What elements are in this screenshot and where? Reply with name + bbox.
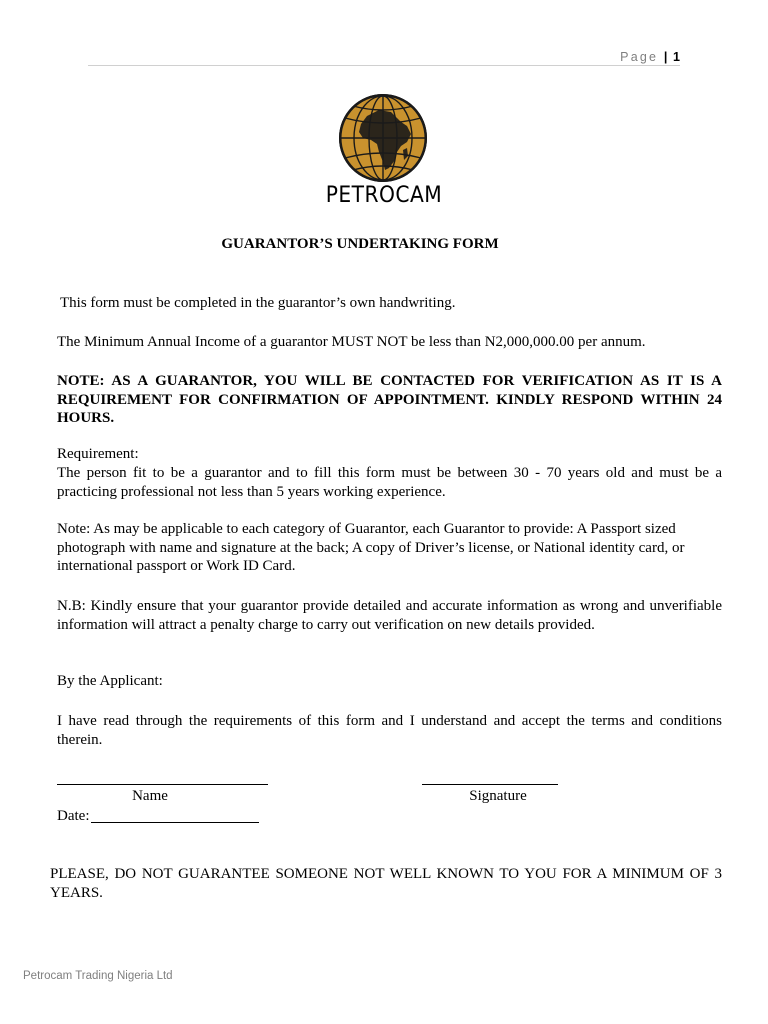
applicant-statement: I have read through the requirements of this form and I understand and accept the terms and conditions therein.: [57, 713, 722, 748]
page-number: 1: [673, 50, 680, 64]
date-label: Date:: [57, 808, 90, 824]
verification-note: NOTE: AS A GUARANTOR, YOU WILL BE CONTACTED FOR VERIFICATION AS IT IS A REQUIREMENT FOR CONFIRMATION OF APPOINTMENT. KINDLY RESPOND WITHIN 24 HOURS.: [57, 373, 722, 426]
warning-text: PLEASE, DO NOT GUARANTEE SOMEONE NOT WELL KNOWN TO YOU FOR A MINIMUM OF 3 YEARS.: [50, 866, 722, 901]
date-line[interactable]: [91, 822, 259, 823]
signature-label: Signature: [469, 788, 527, 804]
globe-africa-icon: [337, 92, 429, 184]
page-separator: |: [663, 50, 668, 64]
footer-company: Petrocam Trading Nigeria Ltd: [23, 970, 173, 982]
nb-note: N.B: Kindly ensure that your guarantor provide detailed and accurate information as wrong and unverifiable information will attract a penalty charge to carry out verification on new details provided.: [57, 598, 722, 633]
page-number-header: [600, 50, 680, 64]
header-divider: [88, 65, 680, 66]
income-text: The Minimum Annual Income of a guarantor MUST NOT be less than N2,000,000.00 per annum.: [57, 334, 646, 350]
requirement-text: The person fit to be a guarantor and to fill this form must be between 30 - 70 years old and must be a practicing professional not less than 5 years working experience.: [57, 465, 722, 500]
documents-note: Note: As may be applicable to each category of Guarantor, each Guarantor to provide: A Passport sized photograph with name and signature at the back; A copy of Driver’s license, or National identity card, or international passport or Work ID Card.: [57, 521, 685, 574]
brand-name: PETROCAM: [325, 183, 443, 208]
intro-text: This form must be completed in the guarantor’s own handwriting.: [60, 295, 456, 311]
requirement-heading: Requirement:: [57, 446, 139, 462]
page-label: Page: [620, 50, 659, 64]
applicant-heading: By the Applicant:: [57, 673, 163, 689]
name-line[interactable]: [57, 784, 268, 785]
form-title: GUARANTOR’S UNDERTAKING FORM: [221, 236, 499, 252]
name-label: Name: [132, 788, 168, 804]
signature-line[interactable]: [422, 784, 558, 785]
